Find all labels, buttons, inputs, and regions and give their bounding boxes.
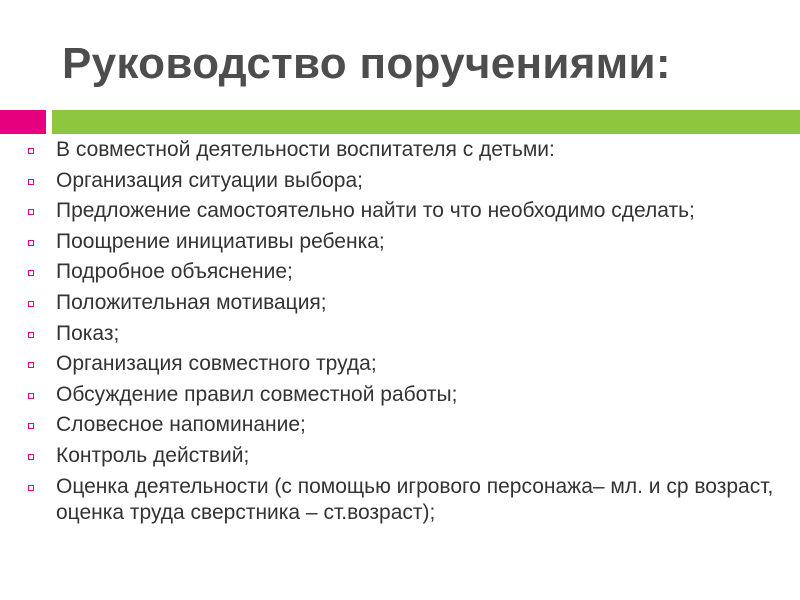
- square-bullet-icon: [28, 270, 34, 276]
- bullet-item: [20, 443, 790, 469]
- bullet-text: Организация совместного труда;: [56, 352, 377, 376]
- bullet-text: Поощрение инициативы ребенка;: [56, 229, 385, 253]
- square-bullet-icon: [28, 148, 34, 154]
- bullet-item: [20, 229, 790, 255]
- square-bullet-icon: [28, 393, 34, 399]
- bullet-text: Контроль действий;: [56, 443, 250, 467]
- bullet-item: [20, 351, 790, 377]
- slide-title: Руководство поручениями:: [62, 39, 671, 88]
- square-bullet-icon: [28, 362, 34, 368]
- bullet-text: Оценка деятельности (с помощью игрового персонажа– мл. и ср возраст, оценка труда сверстника – ст.возраст);: [56, 474, 774, 524]
- bullet-item: [20, 412, 790, 438]
- bullet-list: [20, 137, 790, 530]
- square-bullet-icon: [28, 240, 34, 246]
- bullet-text: Подробное объяснение;: [56, 260, 293, 284]
- bullet-item: [20, 137, 790, 163]
- bullet-text: Обсуждение правил совместной работы;: [56, 382, 458, 406]
- square-bullet-icon: [28, 332, 34, 338]
- bullet-text: Положительная мотивация;: [56, 290, 327, 314]
- square-bullet-icon: [28, 423, 34, 429]
- bullet-text: В совместной деятельности воспитателя с детьми:: [56, 138, 555, 161]
- bullet-item: [20, 198, 790, 224]
- bullet-item: [20, 259, 790, 285]
- bullet-item: [20, 290, 790, 316]
- square-bullet-icon: [28, 485, 34, 491]
- square-bullet-icon: [28, 301, 34, 307]
- square-bullet-icon: [28, 454, 34, 460]
- square-bullet-icon: [28, 179, 34, 185]
- square-bullet-icon: [28, 209, 34, 215]
- bullet-text: Показ;: [56, 321, 120, 345]
- bullet-item: [20, 168, 790, 194]
- bullet-item: [20, 382, 790, 408]
- bullet-text: Словесное напоминание;: [56, 413, 306, 437]
- accent-bar-green: [52, 110, 800, 134]
- bullet-text: Предложение самостоятельно найти то что необходимо сделать;: [56, 199, 695, 223]
- bullet-text: Организация ситуации выбора;: [56, 168, 363, 192]
- bullet-item: [20, 321, 790, 347]
- bullet-item: [20, 474, 790, 526]
- accent-bar-pink: [0, 110, 46, 134]
